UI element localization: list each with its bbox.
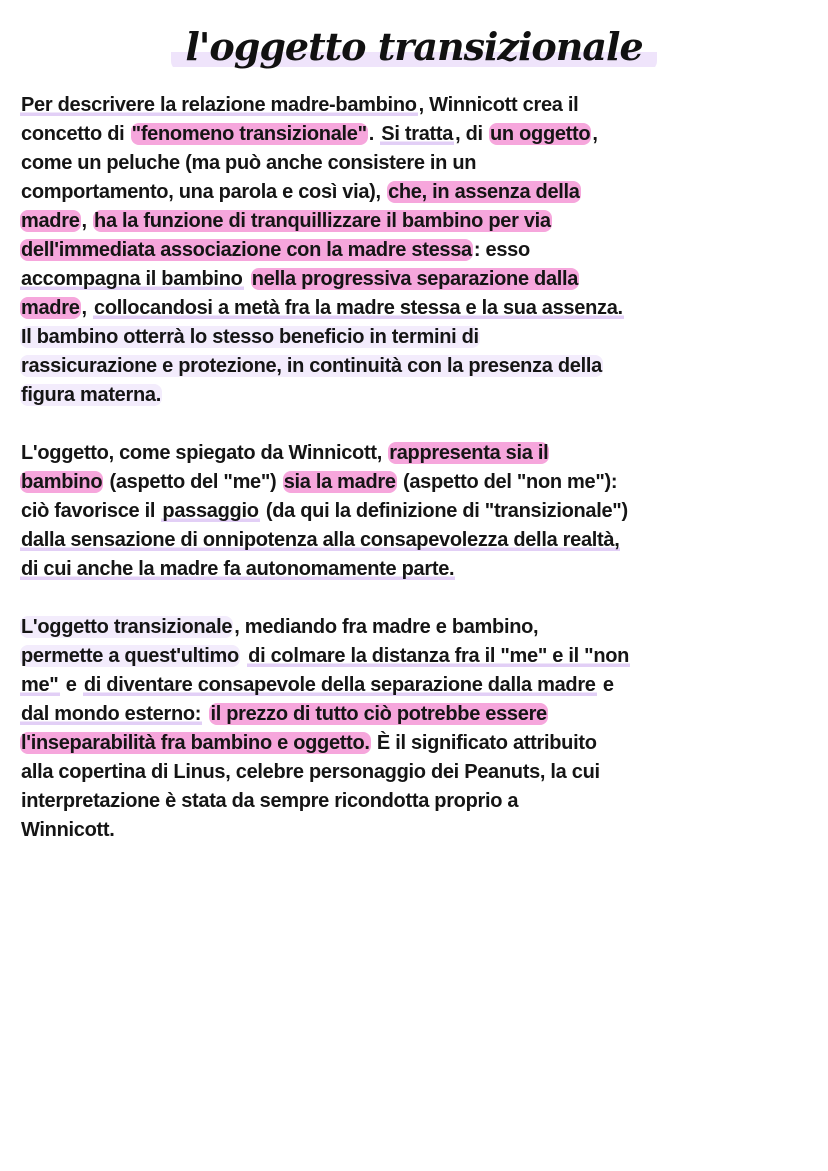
text-segment: L'oggetto, come spiegato da Winnicott,	[21, 442, 388, 464]
text-segment: concetto di	[21, 123, 130, 145]
text-line	[20, 787, 820, 816]
text-segment: , mediando fra madre e bambino,	[234, 616, 539, 638]
text-segment: È il significato attribuito	[371, 732, 597, 754]
text-line	[20, 265, 820, 294]
highlighted-text: nella progressiva separazione dalla	[251, 268, 579, 290]
highlighted-text: ha la funzione di tranquillizzare il bambino per via	[94, 210, 551, 232]
text-line	[20, 236, 820, 265]
underlined-text: dal mondo esterno:	[21, 703, 202, 725]
highlighted-text: sia la madre	[283, 471, 396, 493]
text-line	[20, 91, 820, 120]
underlined-text: Il bambino otterrà lo stesso beneficio in termini di	[21, 326, 479, 348]
text-line	[20, 526, 820, 555]
highlighted-text: madre	[21, 210, 80, 232]
text-segment	[244, 268, 251, 290]
text-line	[20, 323, 820, 352]
text-line	[20, 816, 820, 845]
underlined-text: collocandosi a metà fra la madre stessa e la sua assenza.	[94, 297, 623, 319]
underlined-text: me"	[21, 674, 59, 696]
text-segment: (aspetto del "me")	[104, 471, 282, 493]
highlighted-text: il prezzo di tutto ciò potrebbe essere	[210, 703, 547, 725]
text-line	[20, 729, 820, 758]
highlighted-text: un oggetto	[490, 123, 591, 145]
underlined-text: L'oggetto transizionale	[21, 616, 233, 638]
paragraph-3	[20, 613, 820, 845]
text-segment: , Winnicott crea il	[418, 94, 579, 116]
text-line	[20, 207, 820, 236]
text-line	[20, 758, 820, 787]
text-segment: (da qui la definizione di "transizionale")	[260, 500, 628, 522]
underlined-text: permette a quest'ultimo	[21, 645, 239, 667]
underlined-text: passaggio	[162, 500, 259, 522]
text-segment: : esso	[473, 239, 530, 261]
underlined-text: dalla sensazione di onnipotenza alla consapevolezza della realtà,	[21, 529, 620, 551]
text-line	[20, 294, 820, 323]
text-segment: ,	[81, 210, 93, 232]
underlined-text: di diventare consapevole della separazione dalla madre	[83, 674, 596, 696]
text-segment: ciò favorisce il	[21, 500, 161, 522]
text-line	[20, 671, 820, 700]
highlighted-text: rappresenta sia il	[389, 442, 549, 464]
text-line	[20, 439, 820, 468]
underlined-text: Si tratta	[381, 123, 454, 145]
text-line	[20, 352, 820, 381]
highlighted-text: "fenomeno transizionale"	[131, 123, 367, 145]
text-segment: ,	[592, 123, 598, 145]
underlined-text: figura materna.	[21, 384, 161, 406]
text-line	[20, 642, 820, 671]
text-line	[20, 120, 820, 149]
underlined-text: accompagna il bambino	[21, 268, 243, 290]
text-segment: come un peluche (ma può anche consistere in un	[21, 152, 477, 174]
underlined-text: di colmare la distanza fra il "me" e il "non	[248, 645, 630, 667]
highlighted-text: l'inseparabilità fra bambino e oggetto.	[21, 732, 370, 754]
text-line	[20, 555, 820, 584]
text-segment: (aspetto del "non me"):	[397, 471, 618, 493]
text-segment: e	[60, 674, 82, 696]
text-segment: .	[368, 123, 380, 145]
text-line	[20, 497, 820, 526]
highlighted-text: madre	[21, 297, 80, 319]
text-line	[20, 178, 820, 207]
paragraph-2	[20, 439, 820, 584]
text-segment: comportamento, una parola e così via),	[21, 181, 387, 203]
text-line	[20, 613, 820, 642]
page-title	[0, 24, 828, 71]
underlined-text: Per descrivere la relazione madre-bambino	[21, 94, 417, 116]
text-segment: interpretazione è stata da sempre ricondotta proprio a	[21, 790, 519, 812]
text-line	[20, 149, 820, 178]
highlighted-text: bambino	[21, 471, 103, 493]
title-text: l'oggetto transizionale	[171, 24, 656, 71]
text-line	[20, 468, 820, 497]
text-line	[20, 381, 820, 410]
text-segment: ,	[81, 297, 93, 319]
text-segment: alla copertina di Linus, celebre personaggio dei Peanuts, la cui	[21, 761, 600, 783]
highlighted-text: dell'immediata associazione con la madre stessa	[21, 239, 472, 261]
highlighted-text: che, in assenza della	[388, 181, 580, 203]
text-segment: , di	[455, 123, 489, 145]
text-segment: Winnicott.	[21, 819, 115, 841]
text-line	[20, 700, 820, 729]
text-segment: e	[597, 674, 614, 696]
underlined-text: di cui anche la madre fa autonomamente parte.	[21, 558, 455, 580]
underlined-text: rassicurazione e protezione, in continuità con la presenza della	[21, 355, 602, 377]
paragraph-1	[20, 91, 820, 410]
